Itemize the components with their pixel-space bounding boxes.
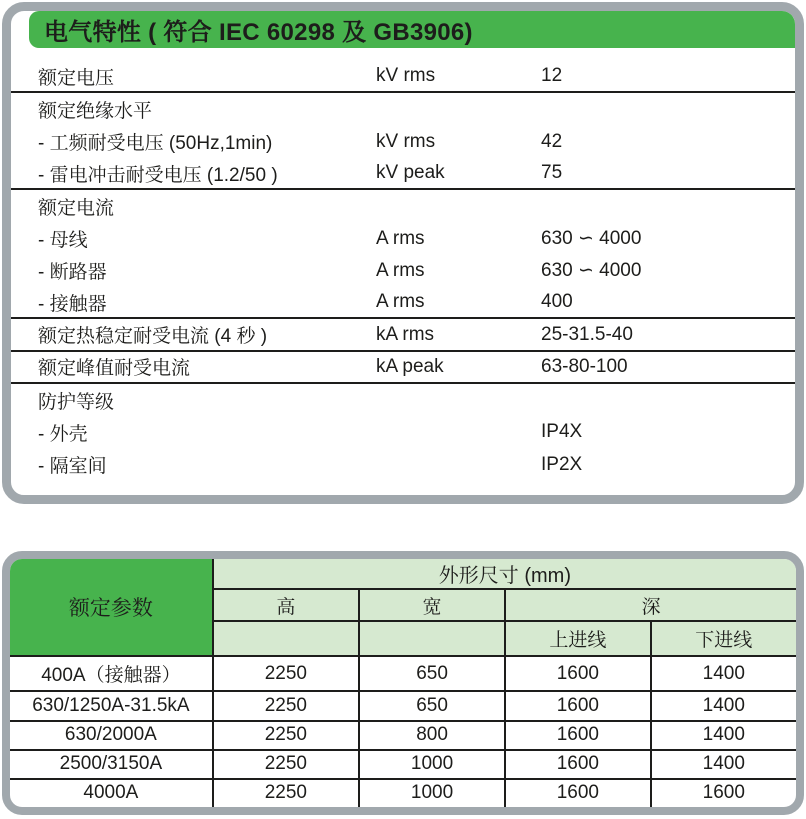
- spec-label: 额定电流: [38, 197, 115, 219]
- col-header-bottom-entry: 下进线: [651, 621, 796, 656]
- col-header-depth: 深: [505, 589, 796, 621]
- dim-height-cell: 2250: [213, 779, 359, 807]
- corner-header-cell: 额定参数: [10, 559, 213, 656]
- dim-param-cell: 2500/3150A: [10, 750, 213, 779]
- spec-row: [11, 416, 795, 448]
- spec-value: IP2X: [541, 453, 583, 475]
- spec-row: [11, 449, 795, 481]
- dim-height-cell: 2250: [213, 750, 359, 779]
- dim-depth-top-cell: 1600: [505, 691, 650, 720]
- spec-label: - 接触器: [38, 293, 107, 315]
- dim-width-cell: 800: [359, 721, 505, 750]
- dim-depth-bottom-cell: 1400: [651, 691, 796, 720]
- spec-value: 63-80-100: [541, 355, 628, 377]
- spec-row: [11, 126, 795, 158]
- spec-row: [11, 222, 795, 254]
- spec-value: IP4X: [541, 421, 583, 443]
- spec-row: [11, 255, 795, 287]
- group-header-cell: 外形尺寸 (mm): [213, 559, 796, 589]
- spec-label: - 断路器: [38, 262, 107, 284]
- spec-label: - 母线: [38, 230, 88, 252]
- dimensions-panel: [2, 551, 804, 815]
- dim-depth-bottom-cell: 1400: [651, 721, 796, 750]
- dim-row: [10, 750, 796, 779]
- spec-label: 额定峰值耐受电流: [38, 358, 191, 380]
- spec-row: [11, 287, 795, 319]
- dim-param-cell: 630/1250A-31.5kA: [10, 691, 213, 720]
- dimensions-panel-body: [10, 559, 796, 807]
- dim-width-cell: 1000: [359, 779, 505, 807]
- dim-depth-bottom-cell: 1400: [651, 656, 796, 691]
- dim-row: [10, 656, 796, 691]
- spec-row: [11, 319, 795, 351]
- spec-unit: kA rms: [376, 323, 435, 345]
- spec-row: [11, 93, 795, 125]
- spec-value: 42: [541, 130, 563, 152]
- spec-row: [11, 352, 795, 384]
- electrical-panel-body: [11, 11, 795, 495]
- spec-label: 额定绝缘水平: [38, 100, 153, 122]
- dim-row: [10, 691, 796, 720]
- dimensions-table: [10, 559, 796, 807]
- electrical-title: 电气特性 ( 符合 IEC 60298 及 GB3906): [44, 19, 473, 46]
- spec-unit: kA peak: [376, 355, 444, 377]
- spec-label: 额定电压: [38, 67, 115, 89]
- spec-rows: [11, 48, 795, 481]
- col-header-height-spacer: [213, 621, 359, 656]
- spec-value: 25-31.5-40: [541, 323, 633, 345]
- spec-label: - 工频耐受电压 (50Hz,1min): [38, 133, 273, 155]
- spec-label: - 隔室间: [38, 456, 107, 478]
- dim-param-cell: 400A（接触器）: [10, 656, 213, 691]
- dim-depth-top-cell: 1600: [505, 750, 650, 779]
- spec-value: 630 ∽ 4000: [541, 260, 642, 282]
- dim-param-cell: 4000A: [10, 779, 213, 807]
- spec-unit: kV peak: [376, 162, 445, 184]
- electrical-characteristics-panel: [2, 2, 804, 504]
- spec-label: - 雷电冲击耐受电压 (1.2/50 ): [38, 164, 278, 186]
- spec-unit: kV rms: [376, 65, 436, 87]
- spec-unit: kV rms: [376, 130, 436, 152]
- spec-label: 额定热稳定耐受电流 (4 秒 ): [38, 326, 268, 348]
- dim-depth-top-cell: 1600: [505, 656, 650, 691]
- spec-row: [11, 190, 795, 222]
- col-header-top-entry: 上进线: [505, 621, 650, 656]
- dim-depth-bottom-cell: 1400: [651, 750, 796, 779]
- spec-label: - 外壳: [38, 423, 88, 445]
- dim-width-cell: 650: [359, 691, 505, 720]
- spec-row: [11, 384, 795, 416]
- dim-width-cell: 650: [359, 656, 505, 691]
- dim-height-cell: 2250: [213, 656, 359, 691]
- spec-value: 75: [541, 162, 563, 184]
- spec-label: 防护等级: [38, 391, 115, 413]
- spec-value: 12: [541, 65, 563, 87]
- col-header-width-spacer: [359, 621, 505, 656]
- dim-param-cell: 630/2000A: [10, 721, 213, 750]
- spec-row: [11, 158, 795, 190]
- spec-value: 630 ∽ 4000: [541, 228, 642, 250]
- spec-unit: A rms: [376, 291, 425, 313]
- spec-row: [11, 61, 795, 93]
- dim-row: [10, 779, 796, 807]
- dim-depth-top-cell: 1600: [505, 721, 650, 750]
- dim-depth-top-cell: 1600: [505, 779, 650, 807]
- dim-height-cell: 2250: [213, 691, 359, 720]
- dim-width-cell: 1000: [359, 750, 505, 779]
- dim-row: [10, 721, 796, 750]
- electrical-title-bar: [29, 11, 795, 48]
- dim-height-cell: 2250: [213, 721, 359, 750]
- spec-unit: A rms: [376, 259, 425, 281]
- col-header-width: 宽: [359, 589, 505, 621]
- spec-value: 400: [541, 291, 573, 313]
- spec-unit: A rms: [376, 227, 425, 249]
- dim-depth-bottom-cell: 1600: [651, 779, 796, 807]
- col-header-height: 高: [213, 589, 359, 621]
